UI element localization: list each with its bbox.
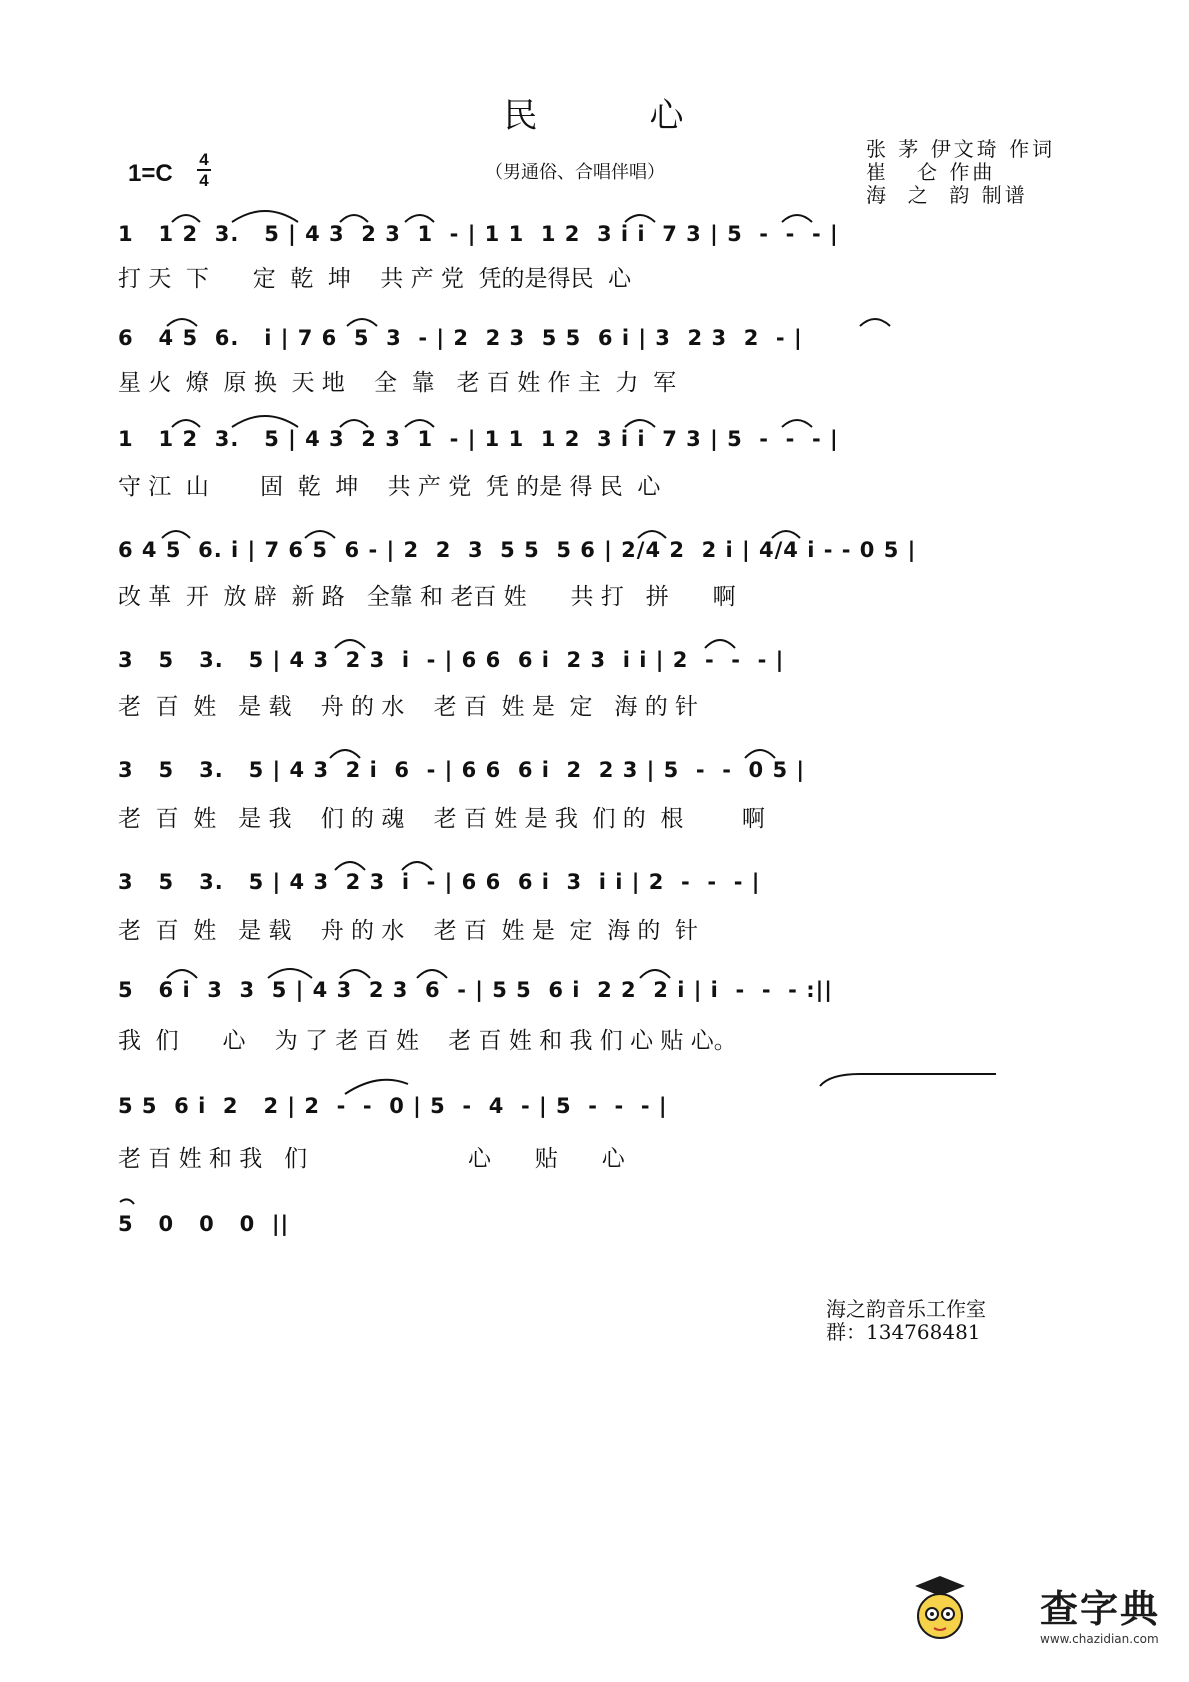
notation-line-8: 5 6 i 3 3 5 | 4 3 2 3 6 - | 5 5 6 i 2 2 2 i | i - - - :|| bbox=[118, 978, 833, 1002]
lyrics-line-5: 老 百 姓 是 载 舟 的 水 老 百 姓 是 定 海 的 针 bbox=[118, 694, 699, 720]
owl-graduate-icon bbox=[910, 1572, 970, 1652]
title-char-1: 民 bbox=[503, 96, 540, 136]
slur bbox=[417, 970, 447, 978]
slur bbox=[625, 420, 655, 427]
notation-line-6: 3 5 3. 5 | 4 3 2 i 6 - | 6 6 6 i 2 2 3 | 5 - - 0 5 | bbox=[118, 758, 806, 782]
lyrics-line-4: 改 革 开 放 辟 新 路 全靠 和 老百 姓 共 打 拼 啊 bbox=[118, 584, 736, 610]
time-signature-top: 4 bbox=[199, 150, 209, 169]
slur bbox=[745, 750, 775, 758]
slur bbox=[860, 319, 890, 326]
tie bbox=[120, 1199, 134, 1204]
slur bbox=[347, 319, 377, 326]
slur bbox=[782, 215, 812, 222]
slur bbox=[640, 970, 670, 978]
slur bbox=[782, 420, 812, 427]
studio-name: 海之韵音乐工作室 bbox=[826, 1297, 986, 1321]
tie bbox=[345, 1080, 408, 1094]
slur bbox=[625, 215, 655, 222]
slur bbox=[340, 215, 368, 222]
slur bbox=[335, 862, 365, 870]
slur bbox=[705, 640, 735, 648]
notation-line-1: 1 1 2 3. 5 | 4 3 2 3 1 - | 1 1 1 2 3 i i 7 3 | 5 - - - | bbox=[118, 222, 839, 246]
slur bbox=[340, 970, 370, 978]
slur bbox=[340, 420, 368, 427]
slur bbox=[402, 862, 432, 870]
lyrics-line-1: 打 天 下 定 乾 坤 共 产 党 凭的是得民 心 bbox=[118, 266, 632, 292]
watermark-logo-text: 查字典 bbox=[1040, 1587, 1161, 1631]
key-signature: 1=C bbox=[128, 160, 173, 187]
subtitle: （男通俗、合唱伴唱） bbox=[485, 162, 665, 183]
slur bbox=[335, 640, 365, 648]
slur bbox=[405, 420, 434, 427]
watermark-url: www.chazidian.com bbox=[1040, 1632, 1159, 1646]
studio-group: 群：134768481 bbox=[826, 1320, 981, 1344]
slur bbox=[232, 416, 298, 427]
slur bbox=[232, 211, 298, 222]
notation-line-9: 5 5 6 i 2 2 | 2 - - 0 | 5 - 4 - | 5 - - - | bbox=[118, 1094, 668, 1118]
credit-engraver: 海 之 韵 制谱 bbox=[866, 183, 1028, 207]
slur bbox=[172, 420, 200, 427]
lyrics-line-7: 老 百 姓 是 载 舟 的 水 老 百 姓 是 定 海 的 针 bbox=[118, 918, 699, 944]
notation-line-5: 3 5 3. 5 | 4 3 2 3 i - | 6 6 6 i 2 3 i i | 2 - - - | bbox=[118, 648, 785, 672]
time-signature-bottom: 4 bbox=[199, 171, 209, 190]
slur bbox=[405, 215, 434, 222]
title-char-2: 心 bbox=[649, 96, 686, 136]
slur bbox=[330, 750, 360, 758]
notation-line-4: 6 4 5 6. i | 7 6 5 6 - | 2 2 3 5 5 5 6 | 2/4 2 2 i | 4/4 i - - 0 5 | bbox=[118, 538, 917, 562]
credit-lyricist: 张 茅 伊文琦 作词 bbox=[866, 137, 1056, 161]
notation-line-2: 6 4 5 6. i | 7 6 5 3 - | 2 2 3 5 5 6 i | 3 2 3 2 - | bbox=[118, 326, 803, 350]
lyrics-line-8: 我 们 心 为 了 老 百 姓 老 百 姓 和 我 们 心 贴 心。 bbox=[118, 1028, 737, 1054]
lyrics-line-6: 老 百 姓 是 我 们 的 魂 老 百 姓 是 我 们 的 根 啊 bbox=[118, 806, 765, 832]
slur bbox=[162, 531, 190, 538]
lyrics-line-3: 守 江 山 固 乾 坤 共 产 党 凭 的是 得 民 心 bbox=[118, 474, 661, 500]
slur bbox=[772, 531, 800, 538]
slur bbox=[167, 970, 197, 978]
slur bbox=[638, 531, 666, 538]
lyrics-line-2: 星 火 燎 原 换 天 地 全 靠 老 百 姓 作 主 力 军 bbox=[118, 370, 677, 396]
lyrics-line-9: 老 百 姓 和 我 们 心 贴 心 bbox=[118, 1146, 625, 1172]
credit-composer: 崔 仑 作曲 bbox=[866, 160, 996, 184]
notation-line-3: 1 1 2 3. 5 | 4 3 2 3 1 - | 1 1 1 2 3 i i 7 3 | 5 - - - | bbox=[118, 427, 839, 451]
tie bbox=[820, 1074, 996, 1086]
notation-line-7: 3 5 3. 5 | 4 3 2 3 i - | 6 6 6 i 3 i i | 2 - - - | bbox=[118, 870, 761, 894]
slur bbox=[167, 319, 197, 326]
slur bbox=[305, 531, 335, 538]
slur bbox=[172, 215, 200, 222]
notation-line-10: 5 0 0 0 || bbox=[118, 1212, 290, 1236]
slur bbox=[268, 969, 312, 978]
